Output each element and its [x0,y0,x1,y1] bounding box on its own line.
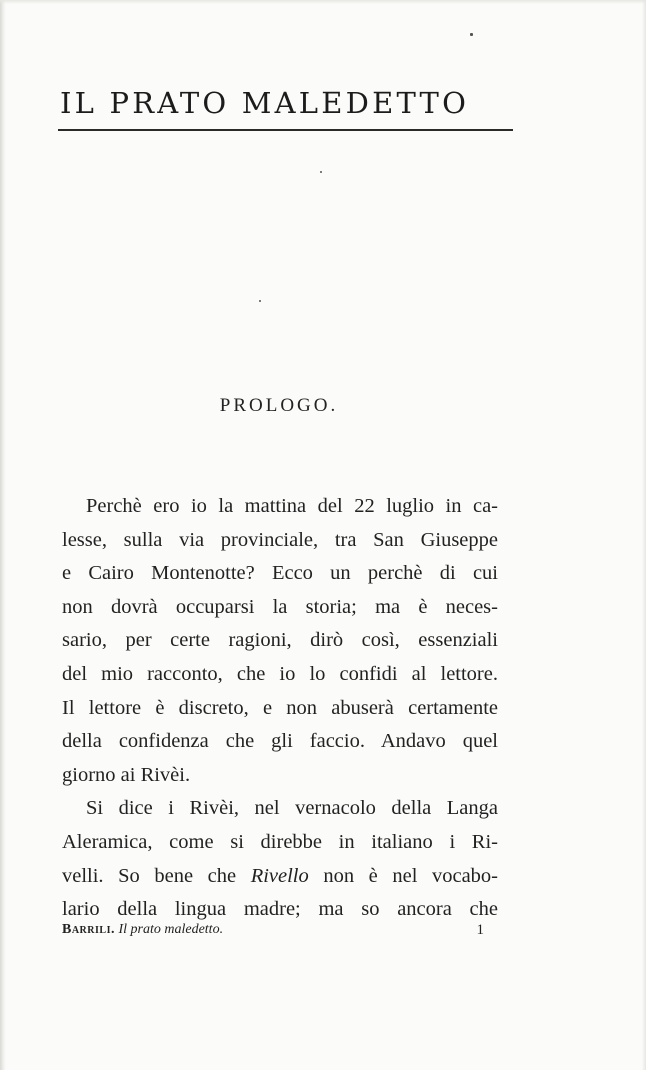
book-title: IL PRATO MALEDETTO [60,86,470,120]
text-line: lesse, sulla via provinciale, tra San Giuseppe [62,528,498,551]
text-line: del mio racconto, che io lo confidi al lettore. [62,662,498,685]
footer-title: Il prato maledetto. [118,922,224,937]
text-line: Aleramica, come si direbbe in italiano i Ri- [62,830,498,853]
text-line: Il lettore è discreto, e non abuserà certamente [62,696,498,719]
section-heading: PROLOGO. [219,395,339,416]
print-speck [320,171,322,173]
text-line: Perchè ero io la mattina del 22 luglio in ca- [86,495,498,517]
page-left-edge [0,0,6,1070]
text-line: non dovrà occuparsi la storia; ma è neces- [62,595,498,618]
text-line: Si dice i Rivèi, nel vernacolo della Langa [86,797,498,820]
print-speck [259,300,261,302]
text-line: della confidenza che gli faccio. Andavo quel [62,730,498,753]
footer-author: Barrili. [62,922,115,937]
text-line: lario della lingua madre; ma so ancora che [62,898,498,921]
page-top-edge [0,0,646,4]
text-line: velli. So bene che Rivello non è nel vocabo- [62,864,498,887]
italic-word: Rivello [250,864,309,887]
print-speck [470,33,473,36]
body-text [62,490,498,927]
page-footer [62,922,498,938]
page-right-edge [642,0,646,1070]
text-line: sario, per certe ragioni, dirò così, essenziali [62,629,498,652]
text-line: e Cairo Montenotte? Ecco un perchè di cui [62,562,498,585]
title-underline-rule [58,129,513,131]
page-number: 1 [476,922,484,938]
text-line: giorno ai Rivèi. [62,763,191,786]
